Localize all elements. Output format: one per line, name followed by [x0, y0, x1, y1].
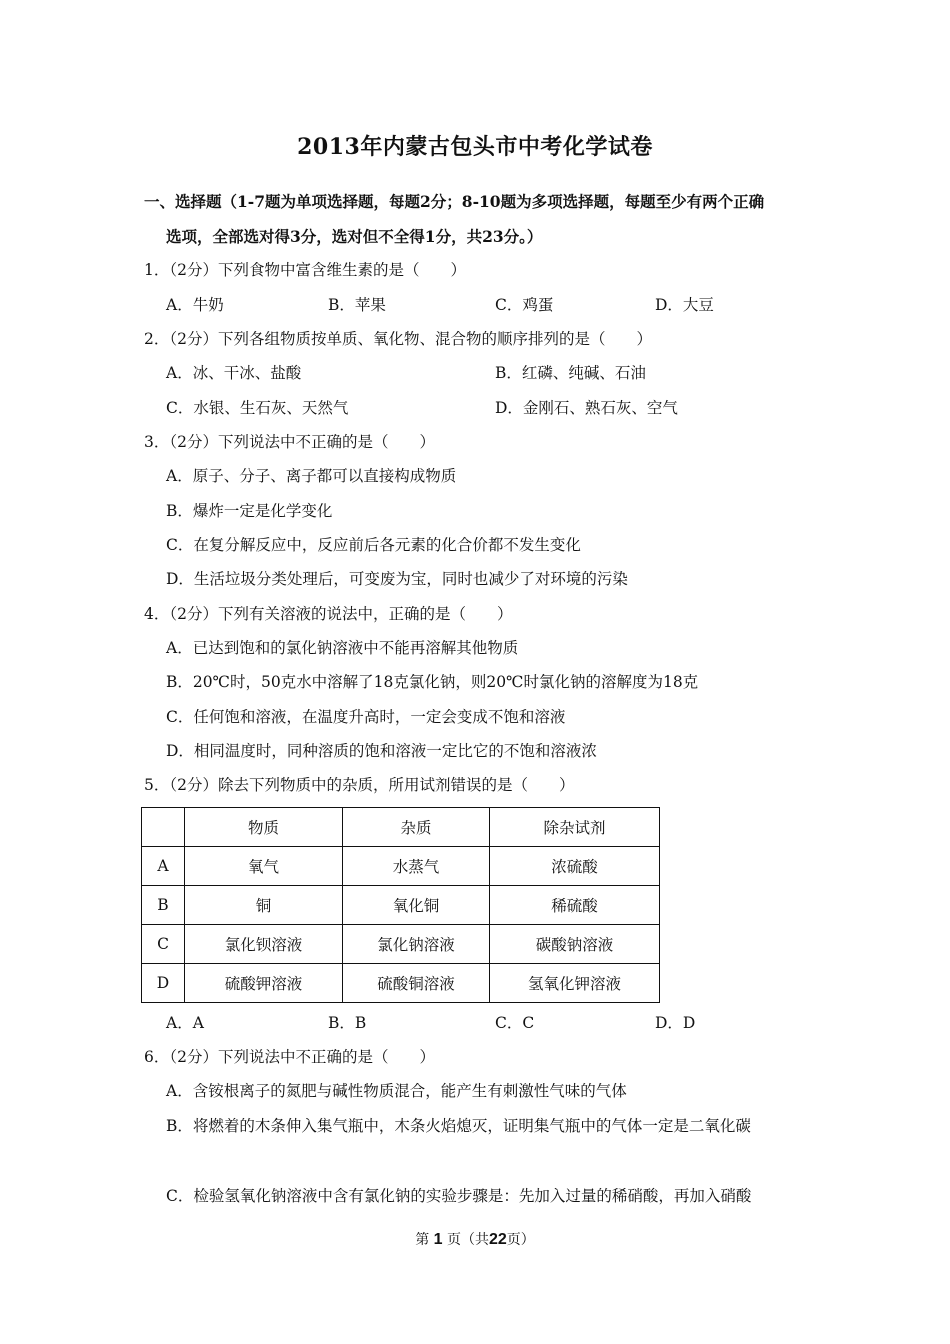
question-5-option-b: B．B [328, 1014, 367, 1032]
table-header-cell: 物质 [185, 808, 343, 847]
question-4-stem: 4．（2分）下列有关溶液的说法中，正确的是（ ） [144, 605, 513, 623]
section-heading [144, 184, 824, 254]
question-1-option-b: B．苹果 [328, 296, 386, 314]
question-1-option-a: A．牛奶 [166, 296, 224, 314]
table-cell: C [142, 925, 185, 964]
question-5-option-c: C．C [495, 1014, 535, 1032]
table-row [142, 886, 660, 925]
table-cell: 浓硫酸 [490, 847, 660, 886]
table-cell: 氯化钠溶液 [343, 925, 490, 964]
table-cell: 碳酸钠溶液 [490, 925, 660, 964]
section-heading-line2: 选项，全部选对得3分，选对但不全得1分，共23分。） [166, 227, 543, 246]
question-4-option-c: C．任何饱和溶液，在温度升高时，一定会变成不饱和溶液 [166, 708, 566, 726]
question-2-option-c: C．水银、生石灰、天然气 [166, 399, 349, 417]
table-cell: A [142, 847, 185, 886]
question-1-option-c: C．鸡蛋 [495, 296, 554, 314]
question-5-table [141, 807, 660, 1003]
table-cell: 氢氧化钾溶液 [490, 964, 660, 1003]
exam-title: 2013年内蒙古包头市中考化学试卷 [297, 134, 653, 160]
question-5-stem: 5．（2分）除去下列物质中的杂质，所用试剂错误的是（ ） [144, 776, 575, 794]
table-cell: D [142, 964, 185, 1003]
footer-prefix: 第 [415, 1232, 430, 1248]
table-cell: 硫酸铜溶液 [343, 964, 490, 1003]
table-header-cell: 除杂试剂 [490, 808, 660, 847]
table-cell: 稀硫酸 [490, 886, 660, 925]
question-1-option-d: D．大豆 [655, 296, 714, 314]
table-cell: 氯化钡溶液 [185, 925, 343, 964]
question-2-option-a: A．冰、干冰、盐酸 [166, 364, 302, 382]
question-6-option-a: A．含铵根离子的氮肥与碱性物质混合，能产生有刺激性气味的气体 [166, 1082, 627, 1100]
question-6-option-c: C．检验氢氧化钠溶液中含有氯化钠的实验步骤是：先加入过量的稀硝酸，再加入硝酸 [166, 1187, 752, 1205]
table-row [142, 925, 660, 964]
footer-mid: 页（共 [447, 1232, 489, 1248]
question-3-option-c: C．在复分解反应中，反应前后各元素的化合价都不发生变化 [166, 536, 581, 554]
section-heading-line1: 一、选择题（1-7题为单项选择题，每题2分；8-10题为多项选择题，每题至少有两个正确 [144, 192, 765, 211]
table-header-cell [142, 808, 185, 847]
question-4-option-a: A．已达到饱和的氯化钠溶液中不能再溶解其他物质 [166, 639, 519, 657]
table-header-row [142, 808, 660, 847]
question-4-option-d: D．相同温度时，同种溶质的饱和溶液一定比它的不饱和溶液浓 [166, 742, 597, 760]
footer-suffix: 页） [506, 1232, 535, 1248]
question-3-stem: 3．（2分）下列说法中不正确的是（ ） [144, 433, 435, 451]
table-cell: 氧气 [185, 847, 343, 886]
footer-page-number: 1 [433, 1231, 443, 1248]
table-row [142, 964, 660, 1003]
table-cell: 水蒸气 [343, 847, 490, 886]
question-6-option-b: B．将燃着的木条伸入集气瓶中，木条火焰熄灭，证明集气瓶中的气体一定是二氧化碳 [166, 1117, 751, 1135]
question-1-stem: 1．（2分）下列食物中富含维生素的是（ ） [144, 261, 466, 279]
question-3-option-a: A．原子、分子、离子都可以直接构成物质 [166, 467, 457, 485]
table-row [142, 847, 660, 886]
page-footer [0, 1229, 950, 1249]
question-3-option-d: D．生活垃圾分类处理后，可变废为宝，同时也减少了对环境的污染 [166, 570, 628, 588]
table-cell: 硫酸钾溶液 [185, 964, 343, 1003]
question-2-option-b: B．红磷、纯碱、石油 [495, 364, 646, 382]
table-cell: 铜 [185, 886, 343, 925]
table-cell: 氧化铜 [343, 886, 490, 925]
question-4-option-b: B．20℃时，50克水中溶解了18克氯化钠，则20℃时氯化钠的溶解度为18克 [166, 673, 699, 691]
question-2-option-d: D．金刚石、熟石灰、空气 [495, 399, 678, 417]
question-3-option-b: B．爆炸一定是化学变化 [166, 502, 333, 520]
footer-total-pages: 22 [489, 1231, 507, 1248]
table-cell: B [142, 886, 185, 925]
table-header-cell: 杂质 [343, 808, 490, 847]
question-5-option-d: D．D [655, 1014, 696, 1032]
question-2-stem: 2．（2分）下列各组物质按单质、氧化物、混合物的顺序排列的是（ ） [144, 330, 652, 348]
question-5-option-a: A．A [166, 1014, 204, 1032]
question-6-stem: 6．（2分）下列说法中不正确的是（ ） [144, 1048, 435, 1066]
